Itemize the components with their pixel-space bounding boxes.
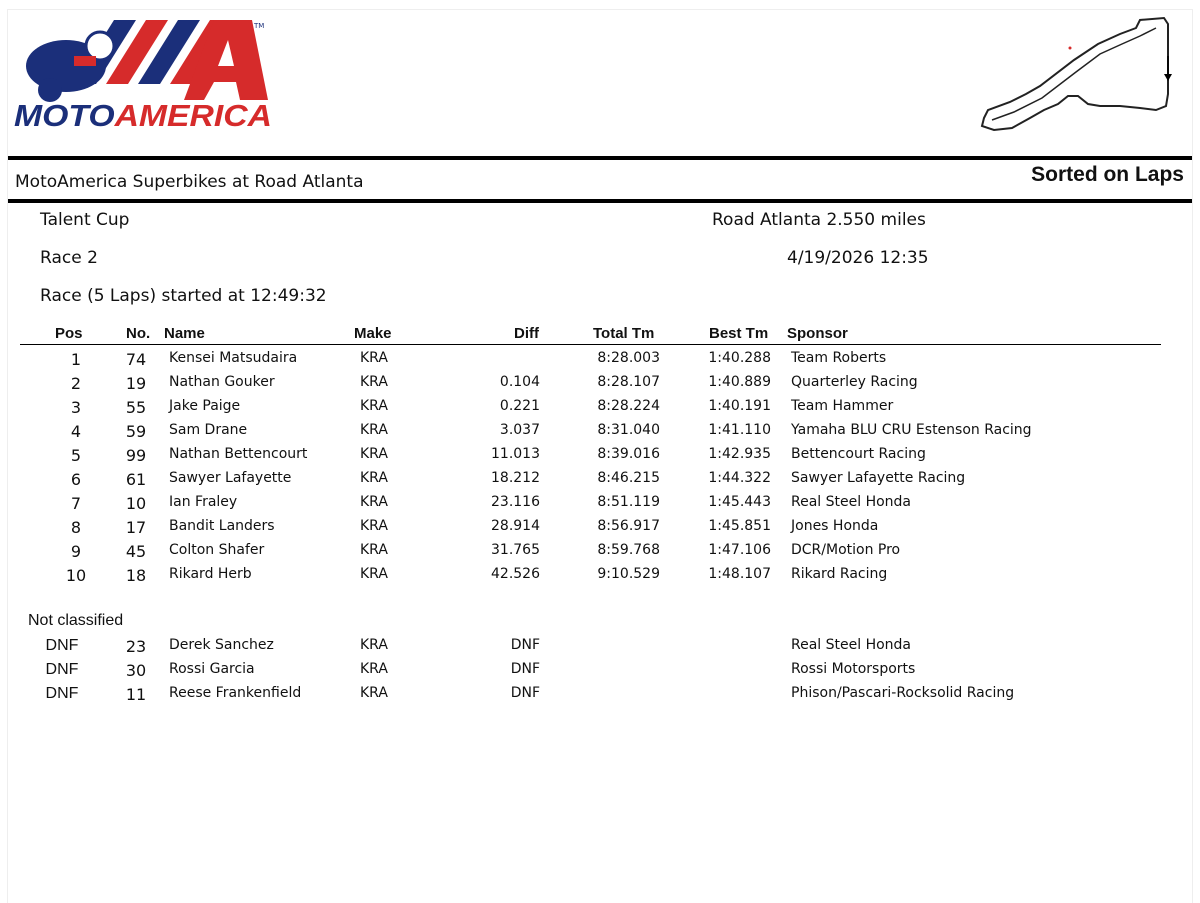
cell-best: 1:45.443: [708, 494, 771, 510]
cell-name: Rossi Garcia: [169, 661, 255, 677]
dnf-row: [0, 685, 1200, 709]
dnf-row: [0, 637, 1200, 661]
cell-best: 1:40.191: [708, 398, 771, 414]
col-header-best: Best Tm: [709, 325, 769, 342]
cell-make: KRA: [360, 518, 388, 534]
col-header-make: Make: [354, 325, 392, 342]
race-datetime: 4/19/2026 12:35: [787, 248, 929, 268]
header-rule-bottom: [8, 199, 1192, 203]
track-map-icon: [970, 14, 1182, 139]
col-header-pos: Pos: [55, 325, 83, 342]
cell-total: 8:46.215: [597, 470, 660, 486]
cell-total: 8:51.119: [597, 494, 660, 510]
cell-make: KRA: [360, 350, 388, 366]
cell-name: Nathan Bettencourt: [169, 446, 308, 462]
cell-sponsor: Rossi Motorsports: [791, 661, 916, 677]
sort-label: Sorted on Laps: [1031, 163, 1184, 186]
cell-sponsor: Sawyer Lafayette Racing: [791, 470, 966, 486]
cell-pos: 4: [70, 422, 82, 441]
cell-no: 74: [125, 350, 147, 369]
col-header-total: Total Tm: [593, 325, 655, 342]
cell-make: KRA: [360, 446, 388, 462]
cell-make: KRA: [360, 637, 388, 653]
cell-diff: 0.104: [499, 374, 540, 390]
cell-name: Reese Frankenfield: [169, 685, 302, 701]
cell-pos: DNF: [45, 637, 79, 654]
cell-diff: DNF: [510, 685, 540, 701]
cell-no: 99: [125, 446, 147, 465]
cell-pos: DNF: [45, 685, 79, 702]
race-name: Race 2: [40, 248, 98, 268]
cell-total: 8:28.107: [597, 374, 660, 390]
col-header-name: Name: [164, 325, 205, 342]
cell-best: 1:45.851: [708, 518, 771, 534]
race-start: Race (5 Laps) started at 12:49:32: [40, 286, 327, 306]
cell-total: 8:56.917: [597, 518, 660, 534]
cell-diff: 18.212: [491, 470, 540, 486]
cell-name: Sam Drane: [169, 422, 248, 438]
cell-sponsor: Real Steel Honda: [791, 637, 912, 653]
col-header-sponsor: Sponsor: [787, 325, 848, 342]
dnf-row: [0, 661, 1200, 685]
cell-name: Bandit Landers: [169, 518, 275, 534]
class-name: Talent Cup: [40, 210, 130, 230]
cell-diff: 28.914: [491, 518, 540, 534]
table-row: [0, 518, 1200, 542]
cell-pos: 7: [70, 494, 82, 513]
cell-sponsor: Real Steel Honda: [791, 494, 912, 510]
cell-diff: 0.221: [499, 398, 540, 414]
cell-total: 8:28.224: [597, 398, 660, 414]
cell-diff: 23.116: [491, 494, 540, 510]
cell-no: 18: [125, 566, 147, 585]
table-row: [0, 470, 1200, 494]
cell-sponsor: Bettencourt Racing: [791, 446, 926, 462]
table-row: [0, 374, 1200, 398]
cell-best: 1:44.322: [708, 470, 771, 486]
cell-total: 8:28.003: [597, 350, 660, 366]
cell-pos: 9: [70, 542, 82, 561]
cell-name: Kensei Matsudaira: [169, 350, 298, 366]
cell-make: KRA: [360, 494, 388, 510]
cell-total: 8:39.016: [597, 446, 660, 462]
cell-pos: 8: [70, 518, 82, 537]
cell-best: 1:48.107: [708, 566, 771, 582]
cell-no: 30: [125, 661, 147, 680]
cell-pos: 5: [70, 446, 82, 465]
cell-make: KRA: [360, 566, 388, 582]
cell-best: 1:41.110: [708, 422, 771, 438]
cell-make: KRA: [360, 470, 388, 486]
cell-pos: 1: [70, 350, 82, 369]
cell-pos: 2: [70, 374, 82, 393]
cell-name: Rikard Herb: [169, 566, 252, 582]
cell-pos: 10: [65, 566, 87, 585]
rider-icon: [26, 32, 114, 102]
cell-no: 23: [125, 637, 147, 656]
cell-best: 1:42.935: [708, 446, 771, 462]
cell-sponsor: Phison/Pascari-Rocksolid Racing: [791, 685, 1015, 701]
cell-make: KRA: [360, 374, 388, 390]
cell-no: 11: [125, 685, 147, 704]
cell-sponsor: Jones Honda: [791, 518, 879, 534]
cell-sponsor: Team Hammer: [791, 398, 894, 414]
trademark-mark: TM: [254, 22, 265, 30]
cell-name: Sawyer Lafayette: [169, 470, 292, 486]
cell-name: Ian Fraley: [169, 494, 238, 510]
cell-diff: DNF: [510, 661, 540, 677]
cell-sponsor: Rikard Racing: [791, 566, 888, 582]
motoamerica-logo: [14, 16, 276, 134]
cell-total: 8:59.768: [597, 542, 660, 558]
table-row: [0, 422, 1200, 446]
cell-no: 10: [125, 494, 147, 513]
cell-no: 17: [125, 518, 147, 537]
cell-make: KRA: [360, 422, 388, 438]
cell-make: KRA: [360, 398, 388, 414]
table-row: [0, 350, 1200, 374]
cell-pos: 3: [70, 398, 82, 417]
cell-make: KRA: [360, 661, 388, 677]
cell-make: KRA: [360, 685, 388, 701]
cell-best: 1:40.288: [708, 350, 771, 366]
cell-no: 19: [125, 374, 147, 393]
logo-wordmark: MOTO AMERICA: [14, 98, 260, 133]
col-header-no: No.: [126, 325, 151, 342]
table-row: [0, 542, 1200, 566]
cell-total: 8:31.040: [597, 422, 660, 438]
cell-name: Colton Shafer: [169, 542, 265, 558]
cell-make: KRA: [360, 542, 388, 558]
cell-pos: DNF: [45, 661, 79, 678]
cell-diff: 31.765: [491, 542, 540, 558]
cell-diff: 11.013: [491, 446, 540, 462]
col-header-diff: Diff: [514, 325, 539, 342]
cell-diff: DNF: [510, 637, 540, 653]
cell-name: Jake Paige: [169, 398, 241, 414]
cell-name: Derek Sanchez: [169, 637, 274, 653]
table-row: [0, 494, 1200, 518]
cell-sponsor: Quarterley Racing: [791, 374, 918, 390]
cell-best: 1:47.106: [708, 542, 771, 558]
cell-sponsor: Yamaha BLU CRU Estenson Racing: [791, 422, 1032, 438]
track-length: Road Atlanta 2.550 miles: [712, 210, 926, 230]
header-rule-top: [8, 156, 1192, 160]
cell-pos: 6: [70, 470, 82, 489]
cell-no: 59: [125, 422, 147, 441]
not-classified-heading: Not classified: [28, 612, 124, 629]
table-row: [0, 398, 1200, 422]
cell-sponsor: DCR/Motion Pro: [791, 542, 901, 558]
table-row: [0, 446, 1200, 470]
cell-no: 61: [125, 470, 147, 489]
cell-no: 55: [125, 398, 147, 417]
cell-no: 45: [125, 542, 147, 561]
table-row: [0, 566, 1200, 590]
event-title: MotoAmerica Superbikes at Road Atlanta: [15, 172, 364, 192]
cell-diff: 3.037: [499, 422, 540, 438]
cell-best: 1:40.889: [708, 374, 771, 390]
table-header-rule: [20, 344, 1161, 345]
cell-name: Nathan Gouker: [169, 374, 275, 390]
cell-total: 9:10.529: [597, 566, 660, 582]
cell-sponsor: Team Roberts: [791, 350, 887, 366]
cell-diff: 42.526: [491, 566, 540, 582]
